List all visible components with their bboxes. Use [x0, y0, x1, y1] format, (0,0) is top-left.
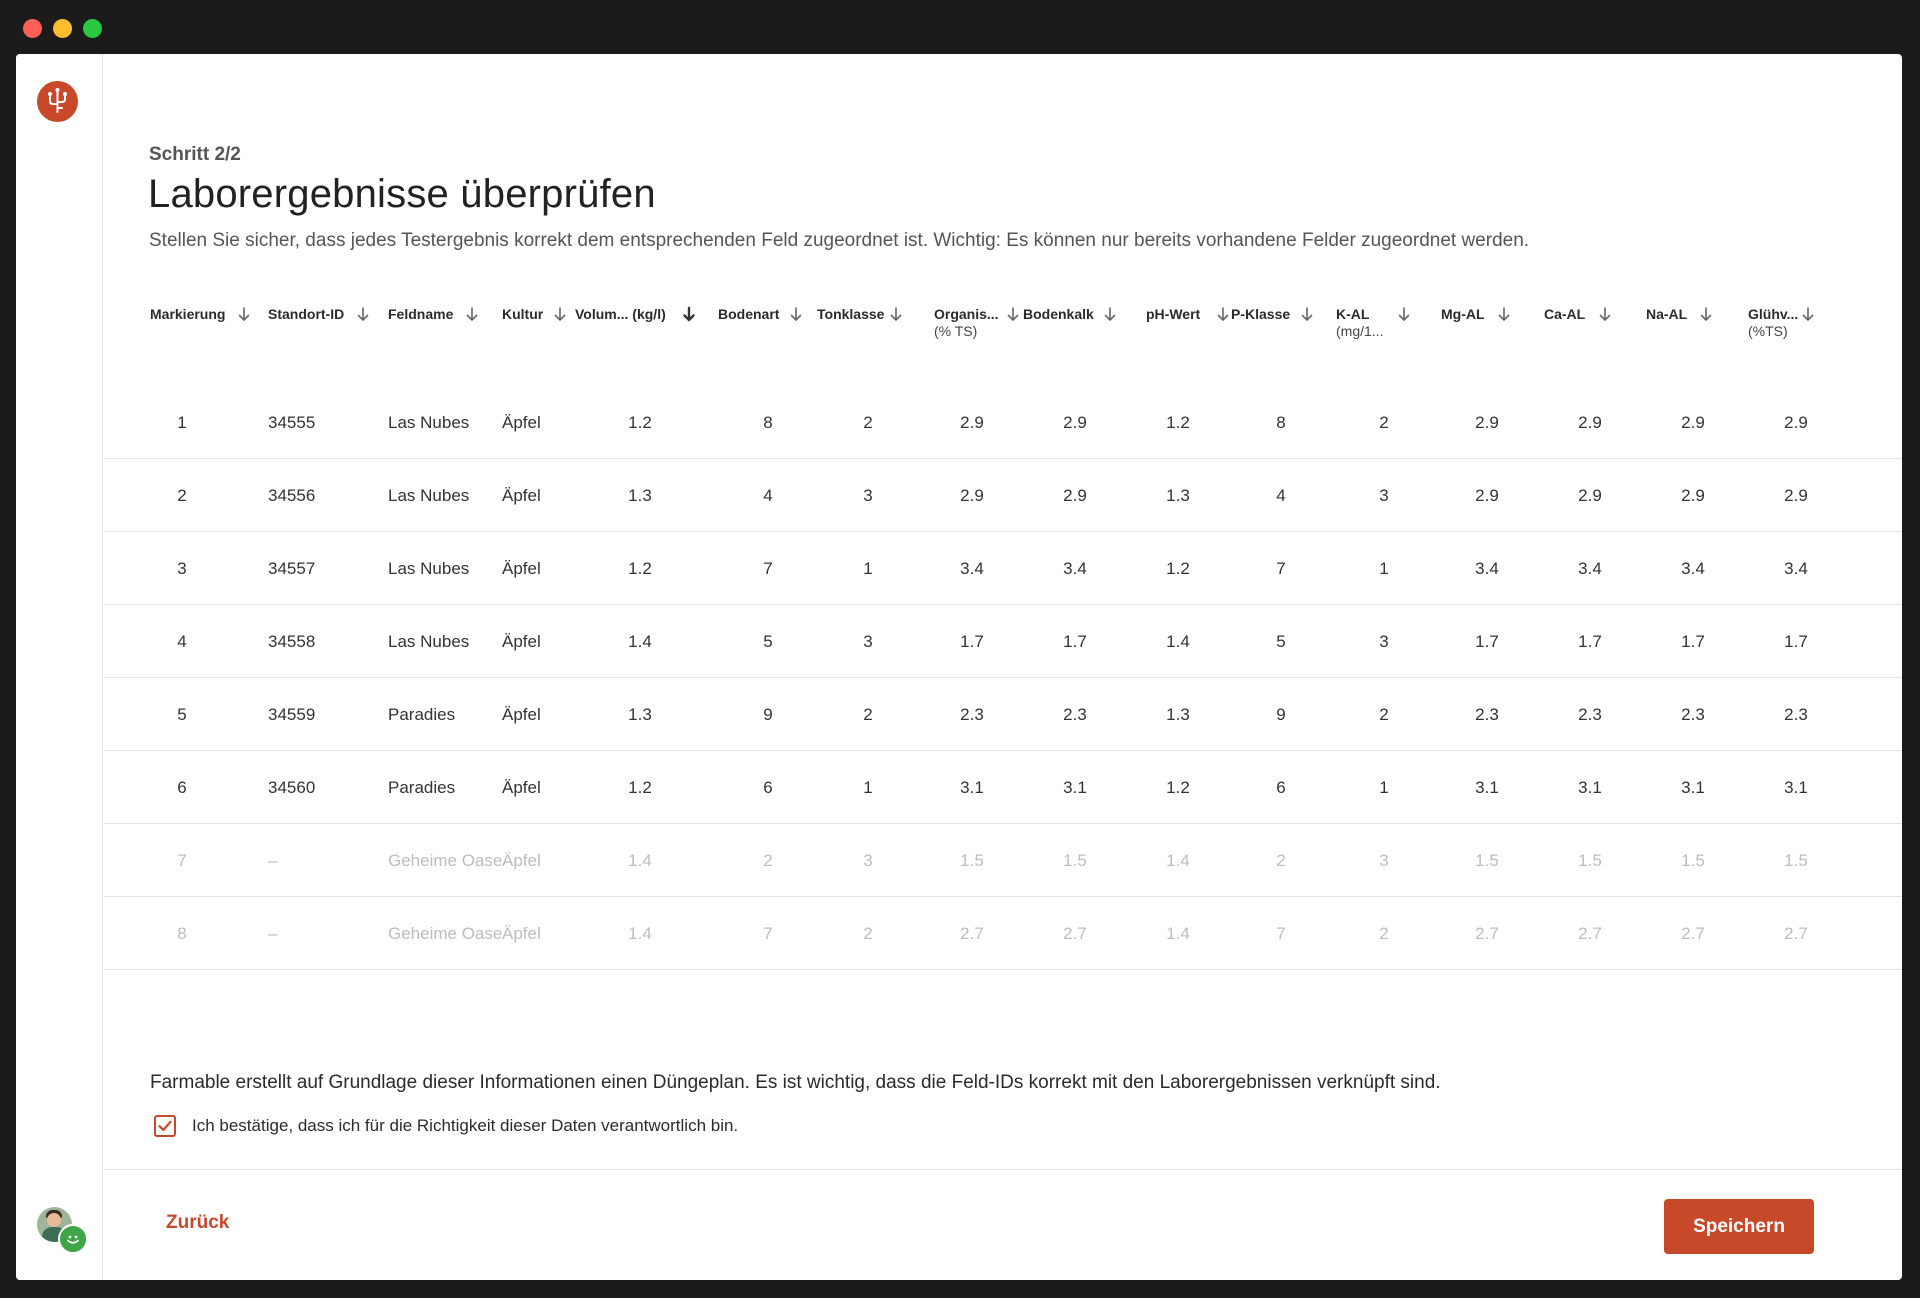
cell-soil: 8	[763, 413, 773, 432]
cell-p: 6	[1276, 778, 1286, 797]
cell-na: 1.5	[1681, 851, 1705, 870]
column-header-label: Volum... (kg/l)	[575, 306, 666, 322]
cell-marker: 5	[177, 705, 187, 724]
cell-field: Paradies	[388, 778, 456, 797]
column-header-crop[interactable]	[502, 306, 543, 323]
cell-k: 3	[1379, 632, 1389, 651]
app-window	[16, 54, 1902, 1280]
cell-organic: 2.3	[960, 705, 984, 724]
cell-ph: 1.2	[1166, 413, 1190, 432]
cell-k: 2	[1379, 924, 1389, 943]
cell-field: Las Nubes	[388, 413, 470, 432]
column-header-label: Ca-AL	[1544, 306, 1586, 322]
sort-arrow-down-icon[interactable]	[1801, 306, 1815, 323]
cell-ca: 2.9	[1578, 413, 1602, 432]
column-header-label: Glühv...	[1748, 306, 1799, 322]
cell-marker: 8	[177, 924, 187, 943]
column-header-site_id[interactable]	[268, 306, 344, 323]
column-header-label: Kultur	[502, 306, 544, 322]
cell-site_id: 34560	[268, 778, 316, 797]
column-header-ph[interactable]	[1146, 306, 1200, 323]
column-header-p[interactable]	[1231, 306, 1290, 323]
cell-ca: 3.4	[1578, 559, 1602, 578]
column-header-label: Bodenkalk	[1023, 306, 1094, 322]
cell-field: Geheime Oase	[388, 924, 503, 943]
cell-ca: 1.7	[1578, 632, 1602, 651]
column-header-soil[interactable]	[718, 306, 779, 323]
sort-arrow-down-icon[interactable]	[1598, 306, 1612, 323]
cell-mg: 2.9	[1475, 486, 1499, 505]
cell-ca: 2.3	[1578, 705, 1602, 724]
sort-arrow-down-icon[interactable]	[1699, 306, 1713, 323]
cell-ph: 1.4	[1166, 632, 1190, 651]
cell-ca: 1.5	[1578, 851, 1602, 870]
save-button[interactable]: Speichern	[1664, 1199, 1814, 1254]
confirm-label: Ich bestätige, dass ich für die Richtigkeit dieser Daten verantwortlich bin.	[192, 1116, 739, 1135]
cell-ca: 2.9	[1578, 486, 1602, 505]
cell-p: 7	[1276, 559, 1286, 578]
cell-ph: 1.4	[1166, 851, 1190, 870]
cell-field: Paradies	[388, 705, 456, 724]
cell-volume: 1.3	[628, 705, 652, 724]
cell-mg: 1.5	[1475, 851, 1499, 870]
cell-volume: 1.3	[628, 486, 652, 505]
cell-soil: 7	[763, 924, 773, 943]
cell-marker: 6	[177, 778, 187, 797]
cell-lime: 2.3	[1063, 705, 1087, 724]
cell-ignition: 2.3	[1784, 705, 1808, 724]
cell-ignition: 1.5	[1784, 851, 1808, 870]
cell-site_id: 34558	[268, 632, 316, 651]
table-row[interactable]	[104, 460, 1902, 532]
cell-site_id: 34555	[268, 413, 316, 432]
cell-marker: 4	[177, 632, 187, 651]
maximize-window-button[interactable]	[83, 19, 102, 38]
cell-na: 3.4	[1681, 559, 1705, 578]
cell-ph: 1.4	[1166, 924, 1190, 943]
cell-field: Las Nubes	[388, 486, 470, 505]
cell-organic: 2.9	[960, 413, 984, 432]
table-row[interactable]	[104, 387, 1902, 459]
column-header-label: pH-Wert	[1146, 306, 1201, 322]
cell-clay: 2	[863, 924, 873, 943]
cell-volume: 1.2	[628, 778, 652, 797]
column-header-unit: (mg/1...	[1336, 323, 1384, 339]
cell-marker: 7	[177, 851, 187, 870]
column-header-field[interactable]	[388, 306, 453, 323]
sort-arrow-down-icon[interactable]	[1497, 306, 1511, 323]
column-header-ca[interactable]	[1544, 306, 1585, 323]
cell-soil: 4	[763, 486, 773, 505]
cell-organic: 2.7	[960, 924, 984, 943]
cell-field: Las Nubes	[388, 632, 470, 651]
cell-crop: Äpfel	[502, 559, 541, 578]
column-header-k[interactable]	[1336, 306, 1383, 340]
cell-site_id: 34556	[268, 486, 316, 505]
sort-arrow-down-icon[interactable]	[789, 306, 803, 323]
column-header-label: Mg-AL	[1441, 306, 1485, 322]
cell-organic: 1.7	[960, 632, 984, 651]
table-header	[104, 294, 1902, 374]
cell-lime: 2.9	[1063, 486, 1087, 505]
cell-clay: 2	[863, 705, 873, 724]
cell-volume: 1.4	[628, 632, 652, 651]
cell-mg: 2.7	[1475, 924, 1499, 943]
cell-ca: 2.7	[1578, 924, 1602, 943]
confirm-checkbox[interactable]	[154, 1115, 176, 1137]
sort-arrow-down-icon[interactable]	[553, 306, 567, 323]
cell-ignition: 2.9	[1784, 486, 1808, 505]
cell-marker: 3	[177, 559, 187, 578]
cell-k: 3	[1379, 486, 1389, 505]
cell-ignition: 2.7	[1784, 924, 1808, 943]
column-header-ignition[interactable]	[1748, 306, 1798, 340]
column-header-unit: (%TS)	[1748, 323, 1788, 339]
cell-lime: 3.1	[1063, 778, 1087, 797]
cell-k: 2	[1379, 413, 1389, 432]
sort-arrow-down-icon[interactable]	[356, 306, 370, 323]
cell-p: 9	[1276, 705, 1286, 724]
cell-clay: 3	[863, 851, 873, 870]
table-row[interactable]	[104, 679, 1902, 751]
cell-crop: Äpfel	[502, 778, 541, 797]
cell-p: 4	[1276, 486, 1286, 505]
cell-ph: 1.2	[1166, 559, 1190, 578]
cell-organic: 1.5	[960, 851, 984, 870]
sort-arrow-down-icon[interactable]	[1300, 306, 1314, 323]
cell-ignition: 2.9	[1784, 413, 1808, 432]
table-row[interactable]	[104, 533, 1902, 605]
cell-marker: 2	[177, 486, 187, 505]
minimize-window-button[interactable]	[53, 19, 72, 38]
cell-ignition: 1.7	[1784, 632, 1808, 651]
column-header-organic[interactable]	[934, 306, 999, 340]
column-header-lime[interactable]	[1023, 306, 1094, 323]
sort-arrow-down-icon[interactable]	[1216, 306, 1230, 323]
sidebar	[16, 54, 103, 1280]
cell-na: 1.7	[1681, 632, 1705, 651]
sort-arrow-down-icon[interactable]	[889, 306, 903, 323]
table-row[interactable]	[104, 606, 1902, 678]
back-button[interactable]: Zurück	[150, 1198, 245, 1248]
cell-crop: Äpfel	[502, 632, 541, 651]
cell-soil: 7	[763, 559, 773, 578]
window-titlebar	[0, 0, 1920, 54]
column-header-label: K-AL	[1336, 306, 1370, 322]
cell-organic: 3.4	[960, 559, 984, 578]
cell-volume: 1.4	[628, 851, 652, 870]
cell-ph: 1.2	[1166, 778, 1190, 797]
close-window-button[interactable]	[23, 19, 42, 38]
cell-organic: 2.9	[960, 486, 984, 505]
cell-volume: 1.2	[628, 559, 652, 578]
cell-soil: 2	[763, 851, 773, 870]
sort-arrow-down-icon[interactable]	[465, 306, 479, 323]
column-header-label: Standort-ID	[268, 306, 345, 322]
cell-volume: 1.4	[628, 924, 652, 943]
column-header-label: Feldname	[388, 306, 454, 322]
column-header-label: Na-AL	[1646, 306, 1688, 322]
cell-site_id: –	[268, 924, 278, 943]
cell-na: 2.3	[1681, 705, 1705, 724]
cell-na: 3.1	[1681, 778, 1705, 797]
cell-marker: 1	[177, 413, 187, 432]
sort-arrow-down-icon[interactable]	[1103, 306, 1117, 323]
cell-clay: 1	[863, 778, 873, 797]
cell-clay: 1	[863, 559, 873, 578]
cell-ignition: 3.4	[1784, 559, 1808, 578]
table-row[interactable]	[104, 825, 1902, 897]
cell-site_id: 34557	[268, 559, 316, 578]
cell-ph: 1.3	[1166, 486, 1190, 505]
sort-arrow-down-icon[interactable]	[1006, 306, 1020, 323]
sort-arrow-down-icon[interactable]	[1397, 306, 1411, 323]
cell-na: 2.7	[1681, 924, 1705, 943]
cell-mg: 2.3	[1475, 705, 1499, 724]
cell-mg: 3.1	[1475, 778, 1499, 797]
cell-soil: 5	[763, 632, 773, 651]
column-header-mg[interactable]	[1441, 306, 1485, 323]
column-header-clay[interactable]	[817, 306, 884, 323]
cell-p: 7	[1276, 924, 1286, 943]
cell-site_id: 34559	[268, 705, 316, 724]
cell-crop: Äpfel	[502, 924, 541, 943]
column-header-label: Bodenart	[718, 306, 780, 322]
sort-arrow-down-icon[interactable]	[237, 306, 251, 323]
table-row[interactable]	[104, 752, 1902, 824]
footer-divider	[104, 1169, 1902, 1170]
notice-text: Farmable erstellt auf Grundlage dieser Informationen einen Düngeplan. Es ist wichtig, dass die Feld-IDs korrekt mit den Laborergebnissen verknüpft sind.	[150, 1072, 1441, 1093]
cell-ignition: 3.1	[1784, 778, 1808, 797]
cell-na: 2.9	[1681, 413, 1705, 432]
cell-crop: Äpfel	[502, 413, 541, 432]
cell-lime: 1.7	[1063, 632, 1087, 651]
cell-mg: 2.9	[1475, 413, 1499, 432]
cell-site_id: –	[268, 851, 278, 870]
cell-organic: 3.1	[960, 778, 984, 797]
smile-icon	[58, 1224, 88, 1254]
cell-k: 3	[1379, 851, 1389, 870]
cell-lime: 3.4	[1063, 559, 1087, 578]
sort-arrow-down-icon[interactable]	[682, 306, 696, 323]
column-header-label: Organis...	[934, 306, 999, 322]
main-content	[104, 54, 1902, 1280]
cell-lime: 2.7	[1063, 924, 1087, 943]
cell-k: 1	[1379, 778, 1389, 797]
cell-clay: 3	[863, 486, 873, 505]
cell-p: 5	[1276, 632, 1286, 651]
cell-ca: 3.1	[1578, 778, 1602, 797]
page-subtitle: Stellen Sie sicher, dass jedes Testergebnis korrekt dem entsprechenden Feld zugeordnet ist. Wichtig: Es können nur bereits vorhandene Felder zugeordnet werden.	[149, 230, 1530, 251]
check-icon	[158, 1119, 172, 1133]
cell-lime: 2.9	[1063, 413, 1087, 432]
cell-ph: 1.3	[1166, 705, 1190, 724]
cell-field: Geheime Oase	[388, 851, 503, 870]
column-header-label: Markierung	[150, 306, 226, 322]
table-row[interactable]	[104, 898, 1902, 970]
cell-mg: 1.7	[1475, 632, 1499, 651]
column-header-label: P-Klasse	[1231, 306, 1291, 322]
cell-soil: 6	[763, 778, 773, 797]
cell-p: 8	[1276, 413, 1286, 432]
app-logo-icon[interactable]	[37, 81, 78, 122]
cell-crop: Äpfel	[502, 705, 541, 724]
cell-field: Las Nubes	[388, 559, 470, 578]
cell-soil: 9	[763, 705, 773, 724]
cell-p: 2	[1276, 851, 1286, 870]
cell-crop: Äpfel	[502, 851, 541, 870]
cell-mg: 3.4	[1475, 559, 1499, 578]
column-header-volume[interactable]	[575, 306, 666, 323]
column-header-label: Tonklasse	[817, 306, 885, 322]
cell-k: 1	[1379, 559, 1389, 578]
cell-volume: 1.2	[628, 413, 652, 432]
cell-na: 2.9	[1681, 486, 1705, 505]
page-title: Laborergebnisse überprüfen	[148, 172, 656, 216]
cell-clay: 3	[863, 632, 873, 651]
column-header-marker[interactable]	[150, 306, 225, 323]
cell-clay: 2	[863, 413, 873, 432]
cell-lime: 1.5	[1063, 851, 1087, 870]
column-header-unit: (% TS)	[934, 323, 978, 339]
column-header-na[interactable]	[1646, 306, 1687, 323]
cell-k: 2	[1379, 705, 1389, 724]
step-indicator: Schritt 2/2	[149, 144, 241, 165]
cell-crop: Äpfel	[502, 486, 541, 505]
